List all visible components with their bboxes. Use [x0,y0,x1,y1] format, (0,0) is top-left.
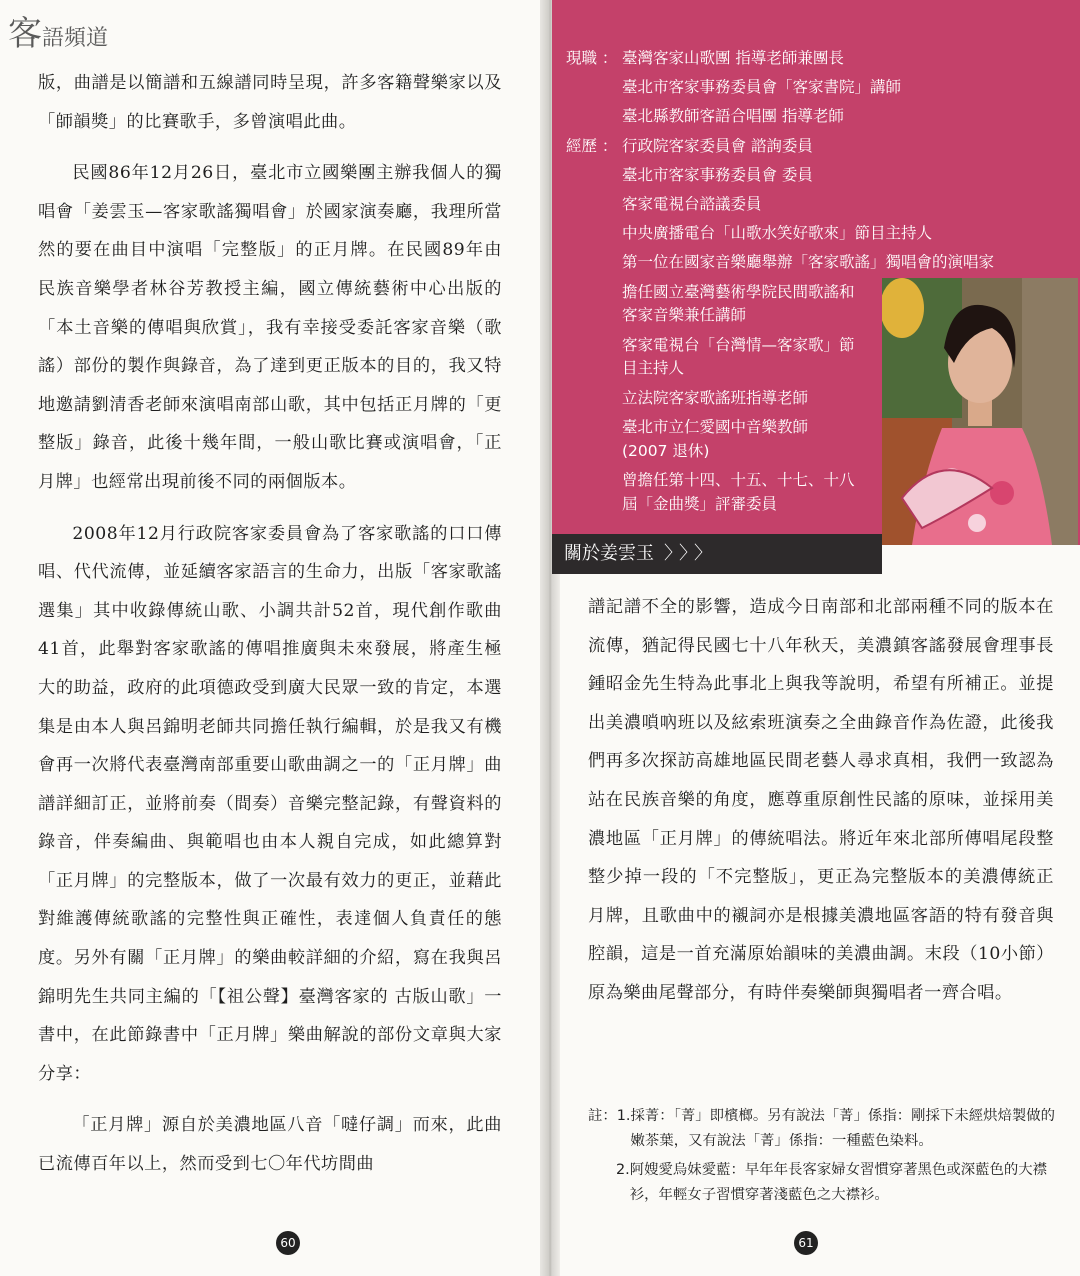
profile-row-label [566,73,622,102]
profile-row [566,73,1066,102]
left-paragraph-1: 版，曲譜是以簡譜和五線譜同時呈現，許多客籍聲樂家以及「師韻獎」的比賽歌手，多曾演唱此曲。 [38,73,502,132]
profile-row [566,132,1066,161]
left-paragraph-2: 民國86年12月26日，臺北市立國樂團主辦我個人的獨唱會「姜雲玉—客家歌謠獨唱會」於國家演奏廳，我理所當然的要在曲目中演唱「完整版」的正月牌。在民國89年由民族音樂學者林谷芳教授主編，國立傳統藝術中心出版的「本土音樂的傳唱與欣賞」，我有幸接受委託客家音樂（歌謠）部份的製作與錄音，為了達到更正版本的目的，我又特地邀請劉清香老師來演唱南部山歌，其中包括正月牌的「更整版」錄音，此後十幾年間，一般山歌比賽或演唱會，「正月牌」也經常出現前後不同的兩個版本。 [38,163,502,492]
left-paragraph-4: 「正月牌」源自於美濃地區八音「噠仔調」而來，此曲已流傳百年以上，然而受到七〇年代坊間曲 [38,1115,502,1175]
profile-row-value: 擔任國立臺灣藝術學院民間歌謠和客家音樂兼任講師 [622,282,855,325]
about-section-header [552,534,882,574]
profile-row-label [566,248,622,277]
profile-row [566,466,1066,519]
profile-row [566,384,1066,414]
footnote-text: 採菁：「菁」即檳榔。另有說法「菁」係指：剛採下未經烘焙製做的嫩茶葉，又有說法「菁」係指：一種藍色染料。 [630,1108,1056,1149]
profile-row [566,219,1066,248]
profile-row-value: 臺北市客家事務委員會「客家書院」講師 [622,78,902,97]
profile-row [566,278,1066,331]
profile-row-label [566,384,622,414]
profile-row-label [566,219,622,248]
profile-list [566,44,1066,519]
profile-row-label [566,278,622,331]
profile-row [566,161,1066,190]
right-paragraph-1: 譜記譜不全的影響，造成今日南部和北部兩種不同的版本在流傳，猶記得民國七十八年秋天，美濃鎮客謠發展會理事長鍾昭金先生特為此事北上與我等說明，希望有所補正。並提出美濃嗩吶班以及絃索班演奏之全曲錄音作為佐證，此後我們再多次探訪高雄地區民間老藝人尋求真相，我們一致認為站在民族音樂的角度，應尊重原創性民謠的原味，並採用美濃地區「正月牌」的傳統唱法。將近年來北部所傳唱尾段整整少掉一段的「不完整版」，更正為完整版本的美濃傳統正月牌，且歌曲中的襯詞亦是根據美濃地區客語的特有發音與腔韻，這是一首充滿原始韻味的美濃曲調。末段（10小節）原為樂曲尾聲部分，有時伴奏樂師與獨唱者一齊合唱。 [588,597,1054,1003]
profile-row-label [566,466,622,519]
profile-row-value: 臺灣客家山歌團 指導老師兼團長 [622,49,844,67]
profile-row-value: 第一位在國家音樂廳舉辦「客家歌謠」獨唱會的演唱家 [622,253,995,272]
profile-row [566,44,1066,73]
profile-row-value: 中央廣播電台「山歌水笑好歌來」節目主持人 [622,224,933,243]
left-body-text [38,64,502,1197]
profile-row-value: 客家電視台「台灣情—客家歌」節目主持人 [622,335,855,378]
profile-row-value: 客家電視台諮議委員 [622,195,762,214]
profile-row-label: 現職 ： [566,49,618,67]
right-body-text [588,588,1054,1013]
profile-row [566,413,1066,466]
section-title [8,6,108,55]
profile-row-value: 臺北市客家事務委員會 委員 [622,165,813,184]
profile-row-value: 臺北市立仁愛國中音樂教師 (2007 退休) [622,418,809,460]
profile-row-label: 經歷 ： [566,136,618,155]
page-number-right: 61 [794,1231,818,1255]
profile-row [566,331,1066,384]
profile-row-value: 曾擔任第十四、十五、十七、十八屆「金曲獎」評審委員 [622,471,855,513]
profile-row-label [566,190,622,219]
profile-row [566,102,1066,131]
footnote-text: 阿嫂愛烏妹愛藍：早年年長客家婦女習慣穿著黑色或深藍色的大襟衫，年輕女子習慣穿著淺藍色之大襟衫。 [629,1162,1048,1203]
profile-row-label [566,161,622,190]
profile-row-label [566,331,622,384]
section-title-small: 語頻道 [42,26,109,51]
profile-row [566,190,1066,219]
profile-row-value: 臺北縣教師客語合唱團 指導老師 [622,107,844,126]
profile-row-label [566,413,622,466]
chevron-right-icon: 〉〉〉 [664,543,718,564]
footnote-key: 註：1. [588,1108,631,1124]
footnote-item [588,1158,1058,1208]
profile-row-value: 立法院客家歌謠班指導老師 [622,388,809,407]
footnotes [588,1104,1058,1212]
footnote-key: 2. [616,1162,630,1178]
profile-row [566,248,1066,277]
profile-row-value: 行政院客家委員會 諮詢委員 [622,136,813,155]
page-number-left: 60 [276,1231,300,1255]
left-paragraph-3: 2008年12月行政院客家委員會為了客家歌謠的口口傳唱、代代流傳，並延續客家語言的生命力，出版「客家歌謠選集」其中收錄傳統山歌、小調共計52首，現代創作歌曲41首，此舉對客家歌謠的傳唱推廣與未來發展，將產生極大的助益，政府的此項德政受到廣大民眾一致的肯定，本選集是由本人與呂錦明老師共同擔任執行編輯，於是我又有機會再一次將代表臺灣南部重要山歌曲調之一的「正月牌」曲譜詳細訂正，並將前奏（間奏）音樂完整記錄，有聲資料的錄音，伴奏編曲、與範唱也由本人親自完成，如此總算對「正月牌」的完整版本，做了一次最有效力的更正，並藉此對維護傳統歌謠的完整性與正確性，表達個人負責任的態度。另外有關「正月牌」的樂曲較詳細的介紹，寫在我與呂錦明先生共同主編的「【祖公聲】臺灣客家的 古版山歌」一書中，在此節錄書中「正月牌」樂曲解說的部份文章與大家分享： [38,523,502,1084]
profile-row-label [566,102,622,131]
footnote-item [588,1104,1058,1154]
about-title: 關於姜雲玉 [564,543,654,564]
section-title-big: 客 [8,14,42,54]
